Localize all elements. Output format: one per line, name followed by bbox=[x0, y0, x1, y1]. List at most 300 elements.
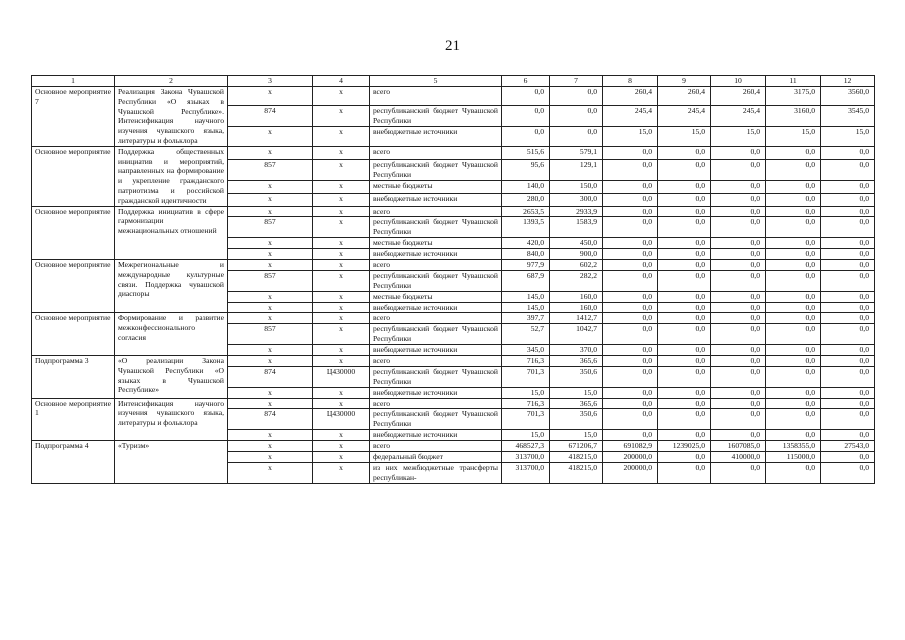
value-cell: 0,0 bbox=[766, 345, 821, 356]
value-cell: 52,7 bbox=[502, 324, 550, 345]
program-name-cell: «Туризм» bbox=[115, 441, 228, 484]
value-cell: 0,0 bbox=[766, 249, 821, 260]
value-cell: 0,0 bbox=[658, 249, 711, 260]
target-code-cell: x bbox=[313, 302, 370, 313]
funding-source-cell: республиканский бюджет Чувашской Республики bbox=[370, 217, 502, 238]
table-row bbox=[32, 87, 875, 106]
value-cell: 3160,0 bbox=[766, 106, 821, 127]
value-cell: 0,0 bbox=[821, 302, 875, 313]
ministry-code-cell: x bbox=[228, 441, 313, 452]
value-cell: 0,0 bbox=[550, 87, 603, 106]
value-cell: 0,0 bbox=[603, 324, 658, 345]
ministry-code-cell: x bbox=[228, 430, 313, 441]
page-number: 21 bbox=[445, 38, 460, 54]
ministry-code-cell: x bbox=[228, 146, 313, 159]
value-cell: 0,0 bbox=[821, 291, 875, 302]
value-cell: 345,0 bbox=[502, 345, 550, 356]
table-row bbox=[32, 259, 875, 270]
value-cell: 0,0 bbox=[711, 193, 766, 206]
value-cell: 0,0 bbox=[821, 238, 875, 249]
target-code-cell: x bbox=[313, 106, 370, 127]
funding-source-cell: внебюджетные источники bbox=[370, 345, 502, 356]
program-status-cell: Основное мероприятие bbox=[32, 206, 115, 259]
value-cell: 0,0 bbox=[821, 259, 875, 270]
value-cell: 0,0 bbox=[658, 180, 711, 193]
budget-table bbox=[31, 75, 875, 484]
funding-source-cell: республиканский бюджет Чувашской Республики bbox=[370, 106, 502, 127]
value-cell: 15,0 bbox=[502, 387, 550, 398]
value-cell: 0,0 bbox=[658, 206, 711, 217]
target-code-cell: x bbox=[313, 387, 370, 398]
target-code-cell: x bbox=[313, 451, 370, 462]
value-cell: 282,2 bbox=[550, 270, 603, 291]
value-cell: 0,0 bbox=[766, 409, 821, 430]
value-cell: 0,0 bbox=[711, 270, 766, 291]
value-cell: 0,0 bbox=[658, 462, 711, 483]
ministry-code-cell: x bbox=[228, 193, 313, 206]
ministry-code-cell: x bbox=[228, 291, 313, 302]
value-cell: 15,0 bbox=[550, 430, 603, 441]
value-cell: 3560,0 bbox=[821, 87, 875, 106]
value-cell: 15,0 bbox=[711, 127, 766, 146]
target-code-cell: x bbox=[313, 249, 370, 260]
value-cell: 313700,0 bbox=[502, 451, 550, 462]
value-cell: 468527,3 bbox=[502, 441, 550, 452]
value-cell: 0,0 bbox=[658, 217, 711, 238]
value-cell: 0,0 bbox=[766, 366, 821, 387]
value-cell: 200000,0 bbox=[603, 462, 658, 483]
value-cell: 0,0 bbox=[821, 313, 875, 324]
funding-source-cell: внебюджетные источники bbox=[370, 302, 502, 313]
ministry-code-cell: x bbox=[228, 249, 313, 260]
value-cell: 397,7 bbox=[502, 313, 550, 324]
program-name-cell: Поддержка инициатив в сфере гармонизации межнациональных отношений bbox=[115, 206, 228, 259]
value-cell: 0,0 bbox=[821, 462, 875, 483]
value-cell: 0,0 bbox=[766, 206, 821, 217]
funding-source-cell: республиканский бюджет Чувашской Республики bbox=[370, 270, 502, 291]
value-cell: 15,0 bbox=[658, 127, 711, 146]
funding-source-cell: местные бюджеты bbox=[370, 238, 502, 249]
value-cell: 0,0 bbox=[603, 270, 658, 291]
header-cell: 3 bbox=[228, 76, 313, 87]
value-cell: 0,0 bbox=[711, 355, 766, 366]
ministry-code-cell: x bbox=[228, 451, 313, 462]
value-cell: 691082,9 bbox=[603, 441, 658, 452]
ministry-code-cell: 874 bbox=[228, 106, 313, 127]
value-cell: 0,0 bbox=[658, 291, 711, 302]
ministry-code-cell: 857 bbox=[228, 159, 313, 180]
ministry-code-cell: x bbox=[228, 206, 313, 217]
value-cell: 0,0 bbox=[821, 270, 875, 291]
value-cell: 0,0 bbox=[711, 324, 766, 345]
value-cell: 0,0 bbox=[766, 270, 821, 291]
value-cell: 0,0 bbox=[821, 409, 875, 430]
target-code-cell: x bbox=[313, 206, 370, 217]
value-cell: 15,0 bbox=[821, 127, 875, 146]
value-cell: 0,0 bbox=[766, 324, 821, 345]
value-cell: 0,0 bbox=[821, 206, 875, 217]
funding-source-cell: всего bbox=[370, 87, 502, 106]
table-row bbox=[32, 146, 875, 159]
funding-source-cell: внебюджетные источники bbox=[370, 193, 502, 206]
value-cell: 0,0 bbox=[658, 302, 711, 313]
program-status-cell: Подпрограмма 4 bbox=[32, 441, 115, 484]
value-cell: 900,0 bbox=[550, 249, 603, 260]
value-cell: 0,0 bbox=[658, 146, 711, 159]
ministry-code-cell: x bbox=[228, 345, 313, 356]
value-cell: 1358355,0 bbox=[766, 441, 821, 452]
header-cell: 5 bbox=[370, 76, 502, 87]
ministry-code-cell: 857 bbox=[228, 217, 313, 238]
value-cell: 0,0 bbox=[603, 193, 658, 206]
value-cell: 0,0 bbox=[658, 409, 711, 430]
value-cell: 0,0 bbox=[766, 217, 821, 238]
funding-source-cell: всего bbox=[370, 259, 502, 270]
ministry-code-cell: x bbox=[228, 302, 313, 313]
target-code-cell: x bbox=[313, 441, 370, 452]
value-cell: 0,0 bbox=[603, 302, 658, 313]
target-code-cell: x bbox=[313, 146, 370, 159]
table-row bbox=[32, 398, 875, 409]
value-cell: 0,0 bbox=[711, 302, 766, 313]
target-code-cell: Ц430000 bbox=[313, 366, 370, 387]
value-cell: 0,0 bbox=[711, 387, 766, 398]
target-code-cell: x bbox=[313, 355, 370, 366]
program-name-cell: Реализация Закона Чувашской Республики «О языках в Чувашской Республике». Интенсификация научного изучения чувашского языка, литературы и фольклора bbox=[115, 87, 228, 147]
value-cell: 0,0 bbox=[711, 462, 766, 483]
value-cell: 260,4 bbox=[711, 87, 766, 106]
value-cell: 0,0 bbox=[603, 366, 658, 387]
value-cell: 370,0 bbox=[550, 345, 603, 356]
value-cell: 0,0 bbox=[711, 238, 766, 249]
value-cell: 716,3 bbox=[502, 355, 550, 366]
value-cell: 280,0 bbox=[502, 193, 550, 206]
value-cell: 115000,0 bbox=[766, 451, 821, 462]
funding-source-cell: республиканский бюджет Чувашской Республики bbox=[370, 159, 502, 180]
header-row bbox=[32, 76, 875, 87]
value-cell: 1393,5 bbox=[502, 217, 550, 238]
target-code-cell: x bbox=[313, 87, 370, 106]
value-cell: 0,0 bbox=[711, 313, 766, 324]
target-code-cell: x bbox=[313, 127, 370, 146]
value-cell: 129,1 bbox=[550, 159, 603, 180]
value-cell: 0,0 bbox=[766, 193, 821, 206]
program-status-cell: Основное мероприятие bbox=[32, 259, 115, 312]
value-cell: 602,2 bbox=[550, 259, 603, 270]
ministry-code-cell: x bbox=[228, 180, 313, 193]
value-cell: 0,0 bbox=[502, 106, 550, 127]
value-cell: 0,0 bbox=[711, 398, 766, 409]
target-code-cell: x bbox=[313, 324, 370, 345]
value-cell: 0,0 bbox=[766, 291, 821, 302]
value-cell: 300,0 bbox=[550, 193, 603, 206]
value-cell: 0,0 bbox=[502, 127, 550, 146]
value-cell: 365,6 bbox=[550, 398, 603, 409]
value-cell: 0,0 bbox=[821, 430, 875, 441]
value-cell: 15,0 bbox=[502, 430, 550, 441]
header-cell: 7 bbox=[550, 76, 603, 87]
value-cell: 3545,0 bbox=[821, 106, 875, 127]
value-cell: 0,0 bbox=[821, 451, 875, 462]
value-cell: 200000,0 bbox=[603, 451, 658, 462]
target-code-cell: x bbox=[313, 217, 370, 238]
program-status-cell: Основное мероприятие bbox=[32, 313, 115, 356]
ministry-code-cell: 874 bbox=[228, 409, 313, 430]
funding-source-cell: всего bbox=[370, 313, 502, 324]
value-cell: 0,0 bbox=[603, 387, 658, 398]
value-cell: 0,0 bbox=[766, 146, 821, 159]
value-cell: 0,0 bbox=[711, 206, 766, 217]
value-cell: 0,0 bbox=[658, 259, 711, 270]
program-name-cell: Межрегиональные и международные культурные связи. Поддержка чувашской диаспоры bbox=[115, 259, 228, 312]
value-cell: 245,4 bbox=[658, 106, 711, 127]
value-cell: 0,0 bbox=[658, 193, 711, 206]
value-cell: 0,0 bbox=[658, 366, 711, 387]
table-body bbox=[32, 76, 875, 484]
value-cell: 0,0 bbox=[711, 345, 766, 356]
ministry-code-cell: x bbox=[228, 313, 313, 324]
value-cell: 0,0 bbox=[603, 206, 658, 217]
value-cell: 0,0 bbox=[711, 249, 766, 260]
value-cell: 0,0 bbox=[821, 249, 875, 260]
ministry-code-cell: x bbox=[228, 355, 313, 366]
value-cell: 0,0 bbox=[603, 409, 658, 430]
value-cell: 0,0 bbox=[821, 217, 875, 238]
target-code-cell: x bbox=[313, 259, 370, 270]
funding-source-cell: внебюджетные источники bbox=[370, 387, 502, 398]
value-cell: 418215,0 bbox=[550, 451, 603, 462]
funding-source-cell: внебюджетные источники bbox=[370, 127, 502, 146]
value-cell: 150,0 bbox=[550, 180, 603, 193]
table-row bbox=[32, 206, 875, 217]
target-code-cell: x bbox=[313, 238, 370, 249]
value-cell: 0,0 bbox=[603, 180, 658, 193]
funding-source-cell: федеральный бюджет bbox=[370, 451, 502, 462]
value-cell: 1239025,0 bbox=[658, 441, 711, 452]
program-status-cell: Основное мероприятие 7 bbox=[32, 87, 115, 147]
value-cell: 0,0 bbox=[603, 398, 658, 409]
value-cell: 0,0 bbox=[711, 217, 766, 238]
funding-source-cell: республиканский бюджет Чувашской Республики bbox=[370, 409, 502, 430]
value-cell: 0,0 bbox=[711, 409, 766, 430]
value-cell: 0,0 bbox=[658, 398, 711, 409]
value-cell: 260,4 bbox=[603, 87, 658, 106]
value-cell: 0,0 bbox=[711, 146, 766, 159]
value-cell: 0,0 bbox=[658, 324, 711, 345]
value-cell: 313700,0 bbox=[502, 462, 550, 483]
ministry-code-cell: x bbox=[228, 127, 313, 146]
value-cell: 420,0 bbox=[502, 238, 550, 249]
value-cell: 0,0 bbox=[766, 430, 821, 441]
value-cell: 0,0 bbox=[821, 146, 875, 159]
target-code-cell: x bbox=[313, 270, 370, 291]
ministry-code-cell: 874 bbox=[228, 366, 313, 387]
funding-source-cell: всего bbox=[370, 441, 502, 452]
value-cell: 0,0 bbox=[711, 259, 766, 270]
value-cell: 350,6 bbox=[550, 409, 603, 430]
value-cell: 0,0 bbox=[766, 313, 821, 324]
funding-source-cell: республиканский бюджет Чувашской Республики bbox=[370, 324, 502, 345]
ministry-code-cell: 857 bbox=[228, 324, 313, 345]
value-cell: 0,0 bbox=[766, 159, 821, 180]
value-cell: 0,0 bbox=[821, 387, 875, 398]
funding-source-cell: республиканский бюджет Чувашской Республики bbox=[370, 366, 502, 387]
value-cell: 0,0 bbox=[658, 345, 711, 356]
value-cell: 140,0 bbox=[502, 180, 550, 193]
value-cell: 0,0 bbox=[603, 291, 658, 302]
value-cell: 0,0 bbox=[603, 345, 658, 356]
value-cell: 2653,5 bbox=[502, 206, 550, 217]
value-cell: 0,0 bbox=[502, 87, 550, 106]
ministry-code-cell: x bbox=[228, 259, 313, 270]
value-cell: 0,0 bbox=[766, 355, 821, 366]
value-cell: 410000,0 bbox=[711, 451, 766, 462]
value-cell: 0,0 bbox=[550, 127, 603, 146]
value-cell: 0,0 bbox=[766, 238, 821, 249]
ministry-code-cell: x bbox=[228, 238, 313, 249]
target-code-cell: x bbox=[313, 430, 370, 441]
ministry-code-cell: x bbox=[228, 87, 313, 106]
value-cell: 716,3 bbox=[502, 398, 550, 409]
funding-source-cell: местные бюджеты bbox=[370, 180, 502, 193]
value-cell: 0,0 bbox=[603, 238, 658, 249]
header-cell: 9 bbox=[658, 76, 711, 87]
value-cell: 0,0 bbox=[658, 451, 711, 462]
target-code-cell: x bbox=[313, 462, 370, 483]
value-cell: 350,6 bbox=[550, 366, 603, 387]
target-code-cell: Ц430000 bbox=[313, 409, 370, 430]
ministry-code-cell: x bbox=[228, 398, 313, 409]
target-code-cell: x bbox=[313, 398, 370, 409]
value-cell: 0,0 bbox=[821, 193, 875, 206]
table-row bbox=[32, 441, 875, 452]
value-cell: 0,0 bbox=[603, 313, 658, 324]
funding-source-cell: всего bbox=[370, 146, 502, 159]
header-cell: 12 bbox=[821, 76, 875, 87]
value-cell: 0,0 bbox=[821, 366, 875, 387]
funding-source-cell: всего bbox=[370, 355, 502, 366]
target-code-cell: x bbox=[313, 193, 370, 206]
value-cell: 0,0 bbox=[711, 366, 766, 387]
header-cell: 6 bbox=[502, 76, 550, 87]
value-cell: 0,0 bbox=[821, 180, 875, 193]
value-cell: 687,9 bbox=[502, 270, 550, 291]
value-cell: 0,0 bbox=[821, 355, 875, 366]
value-cell: 365,6 bbox=[550, 355, 603, 366]
value-cell: 0,0 bbox=[711, 291, 766, 302]
value-cell: 0,0 bbox=[766, 180, 821, 193]
funding-source-cell: всего bbox=[370, 398, 502, 409]
value-cell: 0,0 bbox=[603, 355, 658, 366]
value-cell: 840,0 bbox=[502, 249, 550, 260]
funding-source-cell: внебюджетные источники bbox=[370, 430, 502, 441]
value-cell: 15,0 bbox=[766, 127, 821, 146]
value-cell: 0,0 bbox=[821, 345, 875, 356]
value-cell: 27543,0 bbox=[821, 441, 875, 452]
value-cell: 515,6 bbox=[502, 146, 550, 159]
value-cell: 0,0 bbox=[658, 387, 711, 398]
value-cell: 0,0 bbox=[603, 259, 658, 270]
funding-source-cell: местные бюджеты bbox=[370, 291, 502, 302]
value-cell: 160,0 bbox=[550, 291, 603, 302]
value-cell: 701,3 bbox=[502, 366, 550, 387]
value-cell: 0,0 bbox=[658, 313, 711, 324]
program-status-cell: Подпрограмма 3 bbox=[32, 355, 115, 398]
value-cell: 0,0 bbox=[711, 430, 766, 441]
target-code-cell: x bbox=[313, 291, 370, 302]
program-status-cell: Основное мероприятие bbox=[32, 146, 115, 206]
value-cell: 418215,0 bbox=[550, 462, 603, 483]
value-cell: 0,0 bbox=[603, 217, 658, 238]
target-code-cell: x bbox=[313, 345, 370, 356]
value-cell: 0,0 bbox=[658, 355, 711, 366]
value-cell: 260,4 bbox=[658, 87, 711, 106]
value-cell: 245,4 bbox=[711, 106, 766, 127]
value-cell: 15,0 bbox=[603, 127, 658, 146]
program-name-cell: Поддержка общественных инициатив и мероприятий, направленных на формирование и укрепление гражданского патриотизма и российской гражданской идентичности bbox=[115, 146, 228, 206]
value-cell: 0,0 bbox=[821, 324, 875, 345]
value-cell: 15,0 bbox=[550, 387, 603, 398]
header-cell: 2 bbox=[115, 76, 228, 87]
value-cell: 145,0 bbox=[502, 291, 550, 302]
value-cell: 977,9 bbox=[502, 259, 550, 270]
value-cell: 0,0 bbox=[550, 106, 603, 127]
value-cell: 0,0 bbox=[658, 159, 711, 180]
value-cell: 0,0 bbox=[603, 159, 658, 180]
program-name-cell: «О реализации Закона Чувашской Республики «О языках в Чувашской Республике» bbox=[115, 355, 228, 398]
table-row bbox=[32, 355, 875, 366]
value-cell: 0,0 bbox=[766, 398, 821, 409]
value-cell: 0,0 bbox=[821, 159, 875, 180]
value-cell: 0,0 bbox=[603, 249, 658, 260]
value-cell: 0,0 bbox=[603, 146, 658, 159]
value-cell: 245,4 bbox=[603, 106, 658, 127]
value-cell: 0,0 bbox=[766, 387, 821, 398]
value-cell: 0,0 bbox=[658, 238, 711, 249]
value-cell: 701,3 bbox=[502, 409, 550, 430]
value-cell: 0,0 bbox=[766, 302, 821, 313]
value-cell: 0,0 bbox=[711, 180, 766, 193]
value-cell: 0,0 bbox=[603, 430, 658, 441]
program-name-cell: Формирование и развитие межконфессионального согласия bbox=[115, 313, 228, 356]
target-code-cell: x bbox=[313, 180, 370, 193]
target-code-cell: x bbox=[313, 159, 370, 180]
value-cell: 145,0 bbox=[502, 302, 550, 313]
value-cell: 579,1 bbox=[550, 146, 603, 159]
value-cell: 0,0 bbox=[766, 462, 821, 483]
header-cell: 4 bbox=[313, 76, 370, 87]
header-cell: 10 bbox=[711, 76, 766, 87]
value-cell: 0,0 bbox=[766, 259, 821, 270]
value-cell: 0,0 bbox=[658, 430, 711, 441]
program-status-cell: Основное мероприятие 1 bbox=[32, 398, 115, 441]
table-row bbox=[32, 313, 875, 324]
value-cell: 1583,9 bbox=[550, 217, 603, 238]
header-cell: 1 bbox=[32, 76, 115, 87]
header-cell: 11 bbox=[766, 76, 821, 87]
header-cell: 8 bbox=[603, 76, 658, 87]
value-cell: 1607085,0 bbox=[711, 441, 766, 452]
value-cell: 1412,7 bbox=[550, 313, 603, 324]
value-cell: 3175,0 bbox=[766, 87, 821, 106]
funding-source-cell: внебюджетные источники bbox=[370, 249, 502, 260]
value-cell: 0,0 bbox=[821, 398, 875, 409]
value-cell: 0,0 bbox=[658, 270, 711, 291]
ministry-code-cell: 857 bbox=[228, 270, 313, 291]
value-cell: 95,6 bbox=[502, 159, 550, 180]
value-cell: 0,0 bbox=[711, 159, 766, 180]
value-cell: 671206,7 bbox=[550, 441, 603, 452]
